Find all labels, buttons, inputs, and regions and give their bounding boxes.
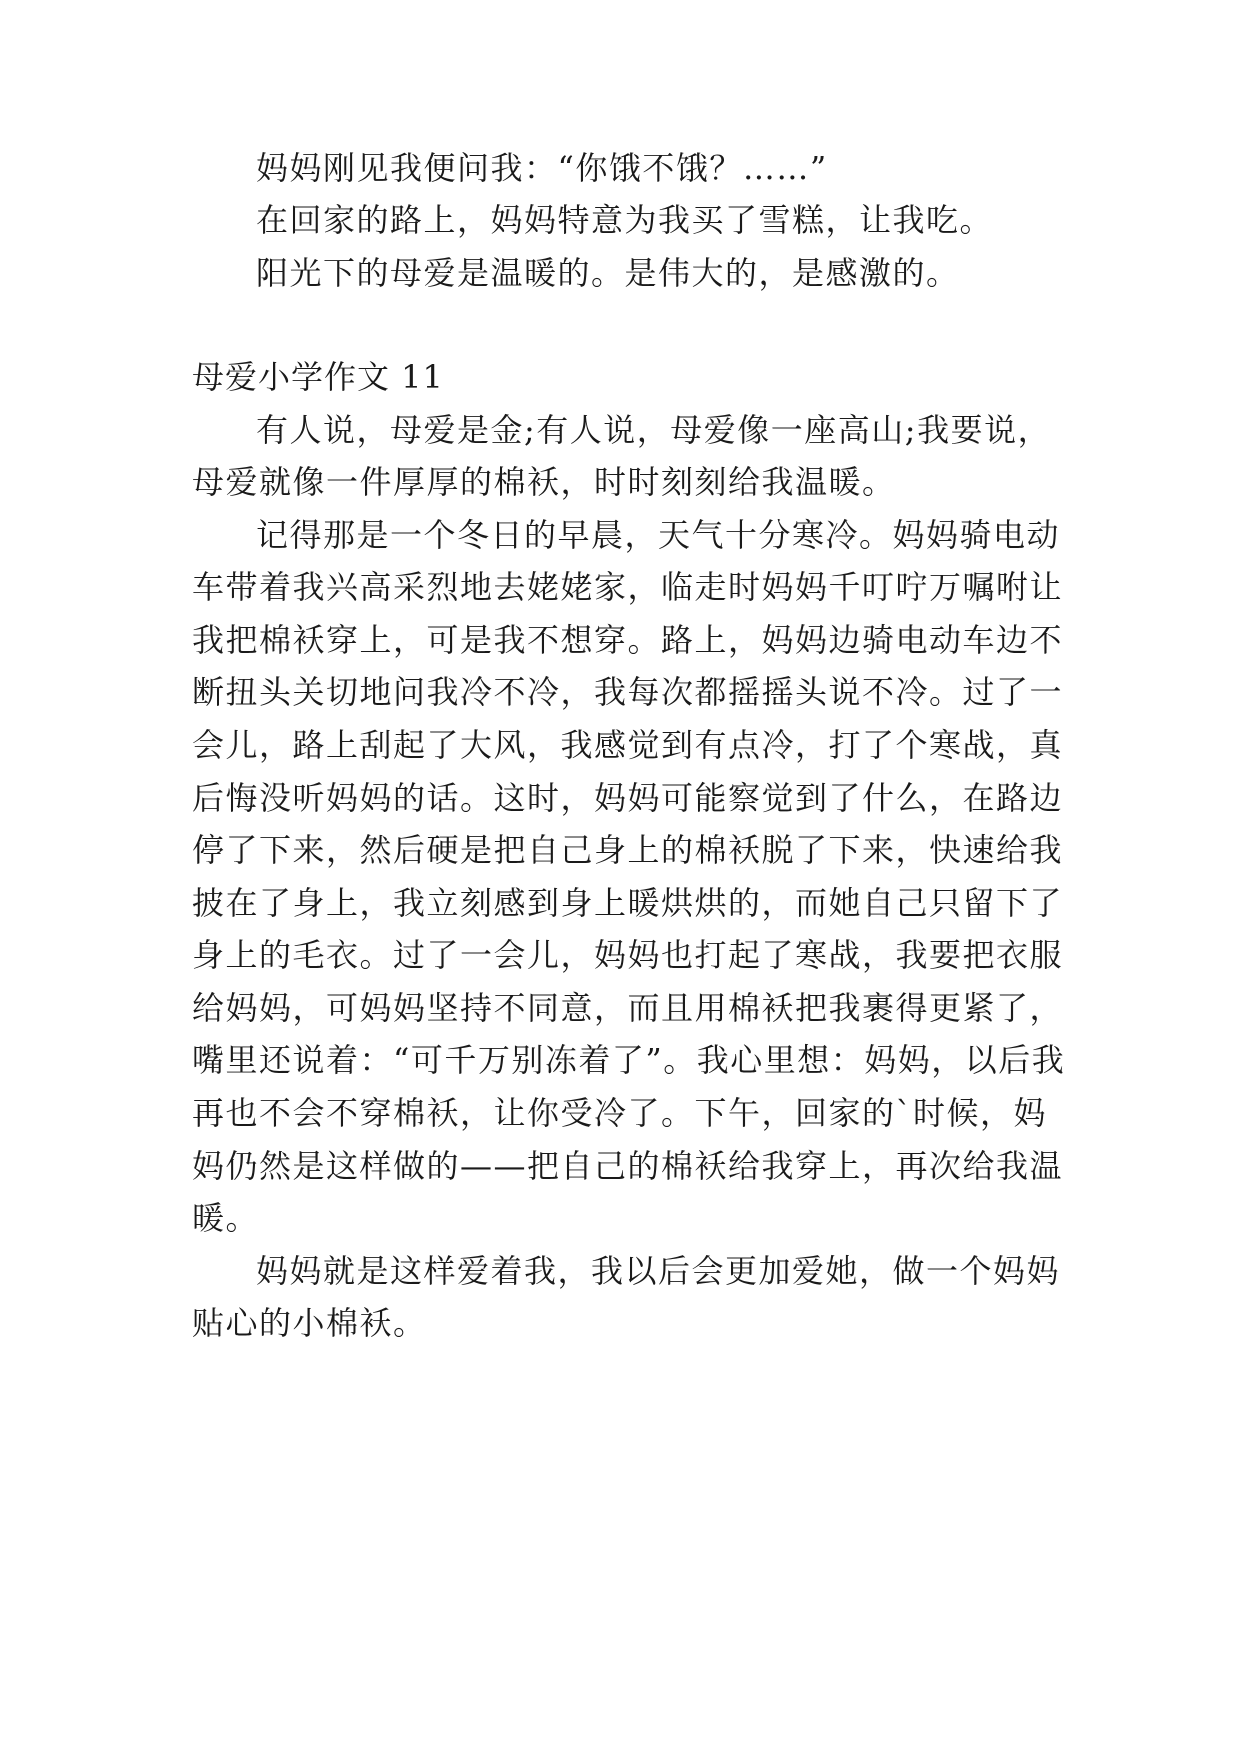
top-paragraph-1: 妈妈刚见我便问我：“你饿不饿？……”: [256, 149, 828, 187]
paragraph-1-line: 母爱就像一件厚厚的棉袄，时时刻刻给我温暖。: [192, 463, 896, 501]
paragraph-2-line: 停了下来，然后硬是把自己身上的棉袄脱了下来，快速给我: [192, 831, 1064, 869]
top-paragraph-3: 阳光下的母爱是温暖的。是伟大的，是感激的。: [256, 254, 960, 292]
paragraph-2-line: 我把棉袄穿上，可是我不想穿。路上，妈妈边骑电动车边不: [192, 621, 1064, 659]
paragraph-1-line: 有人说，母爱是金;有人说，母爱像一座高山;我要说，: [256, 411, 1052, 449]
paragraph-2-line: 披在了身上，我立刻感到身上暖烘烘的，而她自己只留下了: [192, 884, 1064, 922]
paragraph-3-line: 妈妈就是这样爱着我，我以后会更加爱她，做一个妈妈: [256, 1252, 1061, 1290]
paragraph-2-line: 记得那是一个冬日的早晨，天气十分寒冷。妈妈骑电动: [256, 516, 1061, 554]
paragraph-2-line: 车带着我兴高采烈地去姥姥家，临走时妈妈千叮咛万嘱咐让: [192, 568, 1064, 606]
paragraph-2-line: 嘴里还说着：“可千万别冻着了”。我心里想：妈妈，以后我: [192, 1041, 1066, 1079]
paragraph-2-line: 给妈妈，可妈妈坚持不同意，而且用棉袄把我裹得更紧了，: [192, 989, 1064, 1027]
paragraph-2-line: 会儿，路上刮起了大风，我感觉到有点冷，打了个寒战，真: [192, 726, 1064, 764]
paragraph-2-line: 身上的毛衣。过了一会儿，妈妈也打起了寒战，我要把衣服: [192, 936, 1064, 974]
paragraph-2-line: 断扭头关切地问我冷不冷，我每次都摇摇头说不冷。过了一: [192, 673, 1064, 711]
top-paragraph-2: 在回家的路上，妈妈特意为我买了雪糕，让我吃。: [256, 201, 994, 239]
section-title: 母爱小学作文 11: [192, 358, 444, 396]
paragraph-3-line: 贴心的小棉袄。: [192, 1304, 427, 1342]
paragraph-2-line: 暖。: [192, 1199, 260, 1237]
paragraph-2-line: 再也不会不穿棉袄，让你受冷了。下午，回家的`时候，妈: [192, 1094, 1048, 1132]
paragraph-2-line: 后悔没听妈妈的话。这时，妈妈可能察觉到了什么，在路边: [192, 779, 1064, 817]
paragraph-2-line: 妈仍然是这样做的——把自己的棉袄给我穿上，再次给我温: [192, 1147, 1064, 1185]
